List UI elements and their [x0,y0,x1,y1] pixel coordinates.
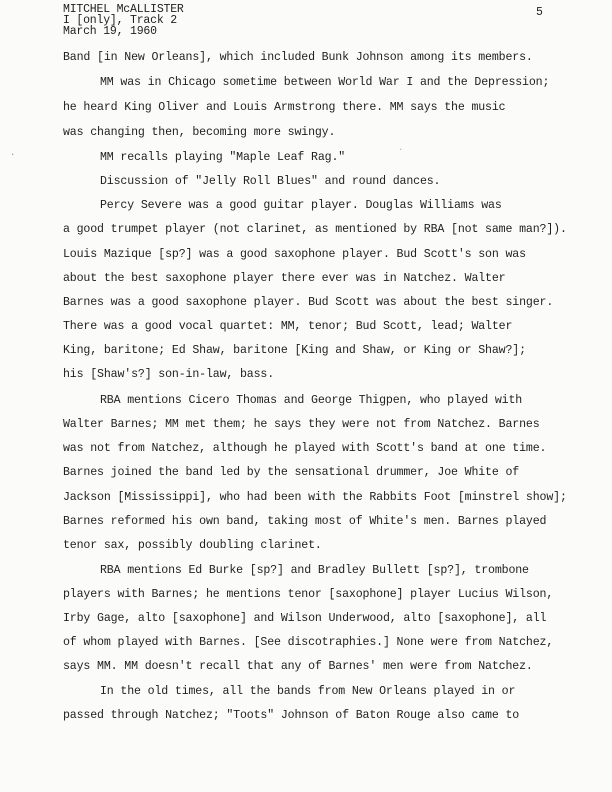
text-line: was changing then, becoming more swingy. [63,126,336,139]
reel-track: I [only], Track 2 [63,14,177,27]
text-line: Barnes joined the band led by the sensational drummer, Joe White of [63,466,520,479]
text-line: about the best saxophone player there ever was in Natchez. Walter [63,272,506,285]
text-line: players with Barnes; he mentions tenor [saxophone] player Lucius Wilson, [63,588,554,601]
text-line: Jackson [Mississippi], who had been with the Rabbits Foot [minstrel show]; [63,491,567,504]
text-line: says MM. MM doesn't recall that any of Barnes' men were from Natchez. [63,660,533,673]
text-line: Discussion of "Jelly Roll Blues" and round dances. [100,175,441,188]
text-line: of whom played with Barnes. [See discotraphies.] None were from Natchez, [63,636,554,649]
text-line: RBA mentions Cicero Thomas and George Thigpen, who played with [100,394,523,407]
text-line: Barnes reformed his own band, taking most of White's men. Barnes played [63,515,547,528]
text-line: he heard King Oliver and Louis Armstrong there. MM says the music [63,101,506,114]
text-line: Barnes was a good saxophone player. Bud Scott was about the best singer. [63,296,554,309]
text-line: MM was in Chicago sometime between World War I and the Depression; [100,76,550,89]
text-line: Band [in New Orleans], which included Bunk Johnson among its members. [63,51,533,64]
text-line: Walter Barnes; MM met them; he says they were not from Natchez. Barnes [63,418,540,431]
interviewee-name: MITCHEL McALLISTER [63,3,184,16]
text-line: Irby Gage, alto [saxophone] and Wilson Underwood, alto [saxophone], all [63,612,547,625]
text-line: In the old times, all the bands from New Orleans played in or [100,685,516,698]
text-line: There was a good vocal quartet: MM, tenor; Bud Scott, lead; Walter [63,320,513,333]
text-line: was not from Natchez, although he played with Scott's band at one time. [63,442,547,455]
text-line: King, baritone; Ed Shaw, baritone [King and Shaw, or King or Shaw?]; [63,344,526,357]
text-line: Louis Mazique [sp?] was a good saxophone player. Bud Scott's son was [63,248,526,261]
margin-speck: · [10,150,16,160]
interview-date: March 19, 1960 [63,25,157,38]
page-number: 5 [536,6,543,19]
text-line: passed through Natchez; "Toots" Johnson of Baton Rouge also came to [63,709,520,722]
page-header [63,4,184,37]
stray-mark: ˏ [398,141,404,151]
text-line: MM recalls playing "Maple Leaf Rag." [100,151,346,164]
text-line: tenor sax, possibly doubling clarinet. [63,539,322,552]
text-line: his [Shaw's?] son-in-law, bass. [63,368,275,381]
text-line: Percy Severe was a good guitar player. Douglas Williams was [100,199,502,212]
text-line: a good trumpet player (not clarinet, as mentioned by RBA [not same man?]). [63,223,567,236]
text-line: RBA mentions Ed Burke [sp?] and Bradley Bullett [sp?], trombone [100,564,529,577]
